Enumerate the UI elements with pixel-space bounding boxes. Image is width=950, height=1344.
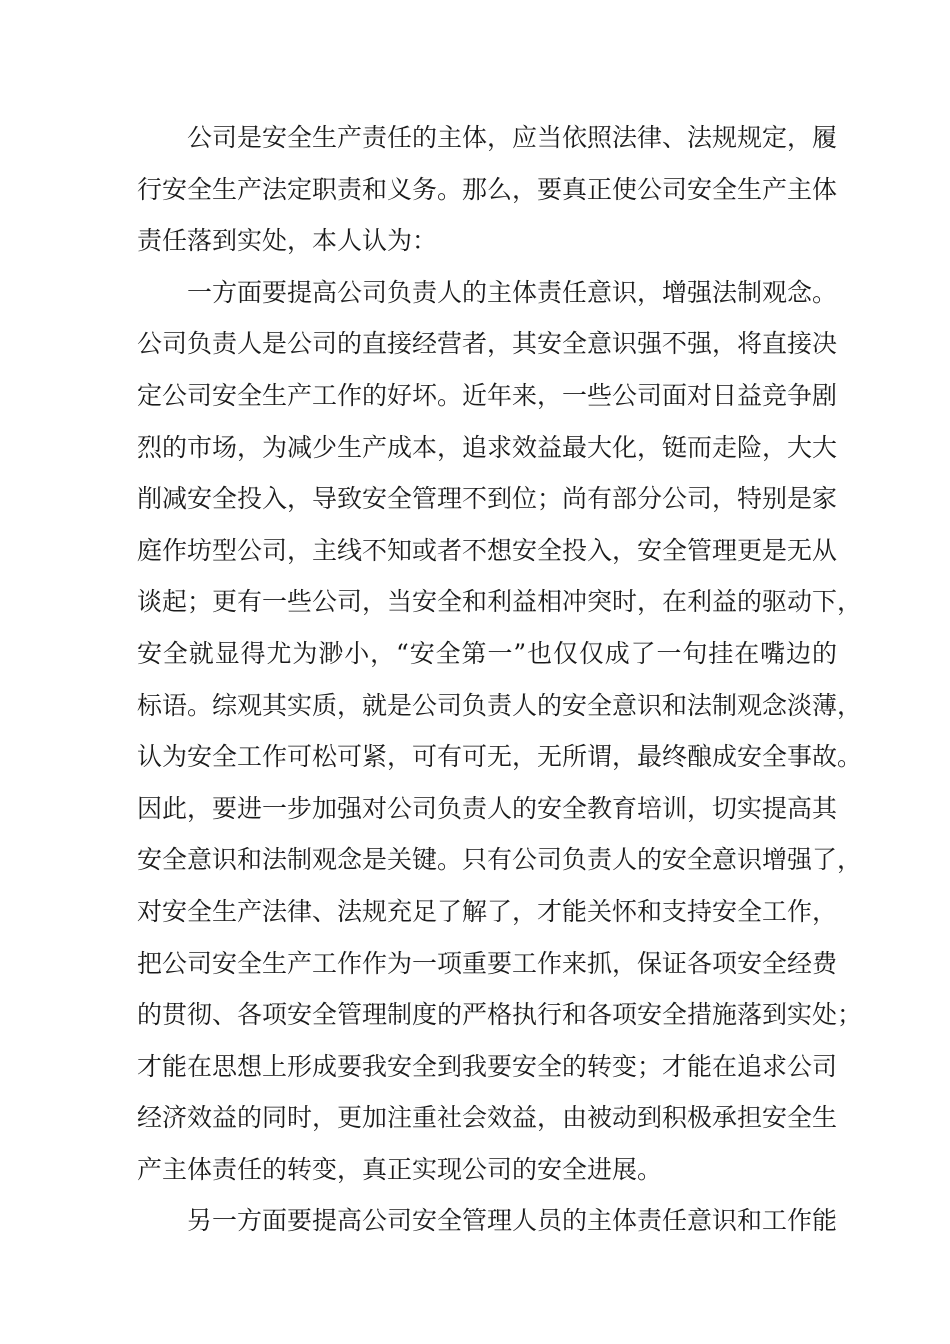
paragraph-2-line-3: 定公司安全生产工作的好坏。近年来，一些公司面对日益竞争剧 <box>137 380 838 410</box>
paragraph-2-line-12: 安全意识和法制观念是关键。只有公司负责人的安全意识增强了， <box>137 845 863 875</box>
paragraph-2-line-9: 标语。综观其实质，就是公司负责人的安全意识和法制观念淡薄， <box>137 690 863 720</box>
paragraph-3-line-1: 另一方面要提高公司安全管理人员的主体责任意识和工作能 <box>187 1206 838 1236</box>
paragraph-2-line-15: 的贯彻、各项安全管理制度的严格执行和各项安全措施落到实处； <box>137 1000 863 1030</box>
paragraph-2-line-11: 因此，要进一步加强对公司负责人的安全教育培训，切实提高其 <box>137 793 838 823</box>
paragraph-2-line-17: 经济效益的同时，更加注重社会效益，由被动到积极承担安全生 <box>137 1103 838 1133</box>
paragraph-2-line-13: 对安全生产法律、法规充足了解了，才能关怀和支持安全工作， <box>137 896 838 926</box>
paragraph-2-line-8: 安全就显得尤为渺小，“安全第一”也仅仅成了一句挂在嘴边的 <box>137 638 837 668</box>
paragraph-2-line-18: 产主体责任的转变，真正实现公司的安全进展。 <box>137 1154 663 1184</box>
paragraph-2-line-6: 庭作坊型公司，主线不知或者不想安全投入，安全管理更是无从 <box>137 535 838 565</box>
paragraph-1-line-3: 责任落到实处，本人认为： <box>137 226 438 256</box>
body-text <box>137 112 863 1247</box>
paragraph-2-line-2: 公司负责人是公司的直接经营者，其安全意识强不强，将直接决 <box>137 329 838 359</box>
paragraph-1-line-2: 行安全生产法定职责和义务。那么，要真正使公司安全生产主体 <box>137 174 838 204</box>
paragraph-2-line-4: 烈的市场，为减少生产成本，追求效益最大化，铤而走险，大大 <box>137 432 838 462</box>
paragraph-2-line-16: 才能在思想上形成要我安全到我要安全的转变；才能在追求公司 <box>137 1051 838 1081</box>
paragraph-2-line-1: 一方面要提高公司负责人的主体责任意识，增强法制观念。 <box>187 277 838 307</box>
paragraph-2-line-14: 把公司安全生产工作作为一项重要工作来抓，保证各项安全经费 <box>137 948 838 978</box>
paragraph-1-line-1: 公司是安全生产责任的主体，应当依照法律、法规规定，履 <box>187 123 838 152</box>
paragraph-2-line-5: 削减安全投入，导致安全管理不到位；尚有部分公司，特别是家 <box>137 484 838 514</box>
paragraph-2-line-10: 认为安全工作可松可紧，可有可无，无所谓，最终酿成安全事故。 <box>137 742 863 772</box>
paragraph-2-line-7: 谈起；更有一些公司，当安全和利益相冲突时，在利益的驱动下， <box>137 587 863 617</box>
